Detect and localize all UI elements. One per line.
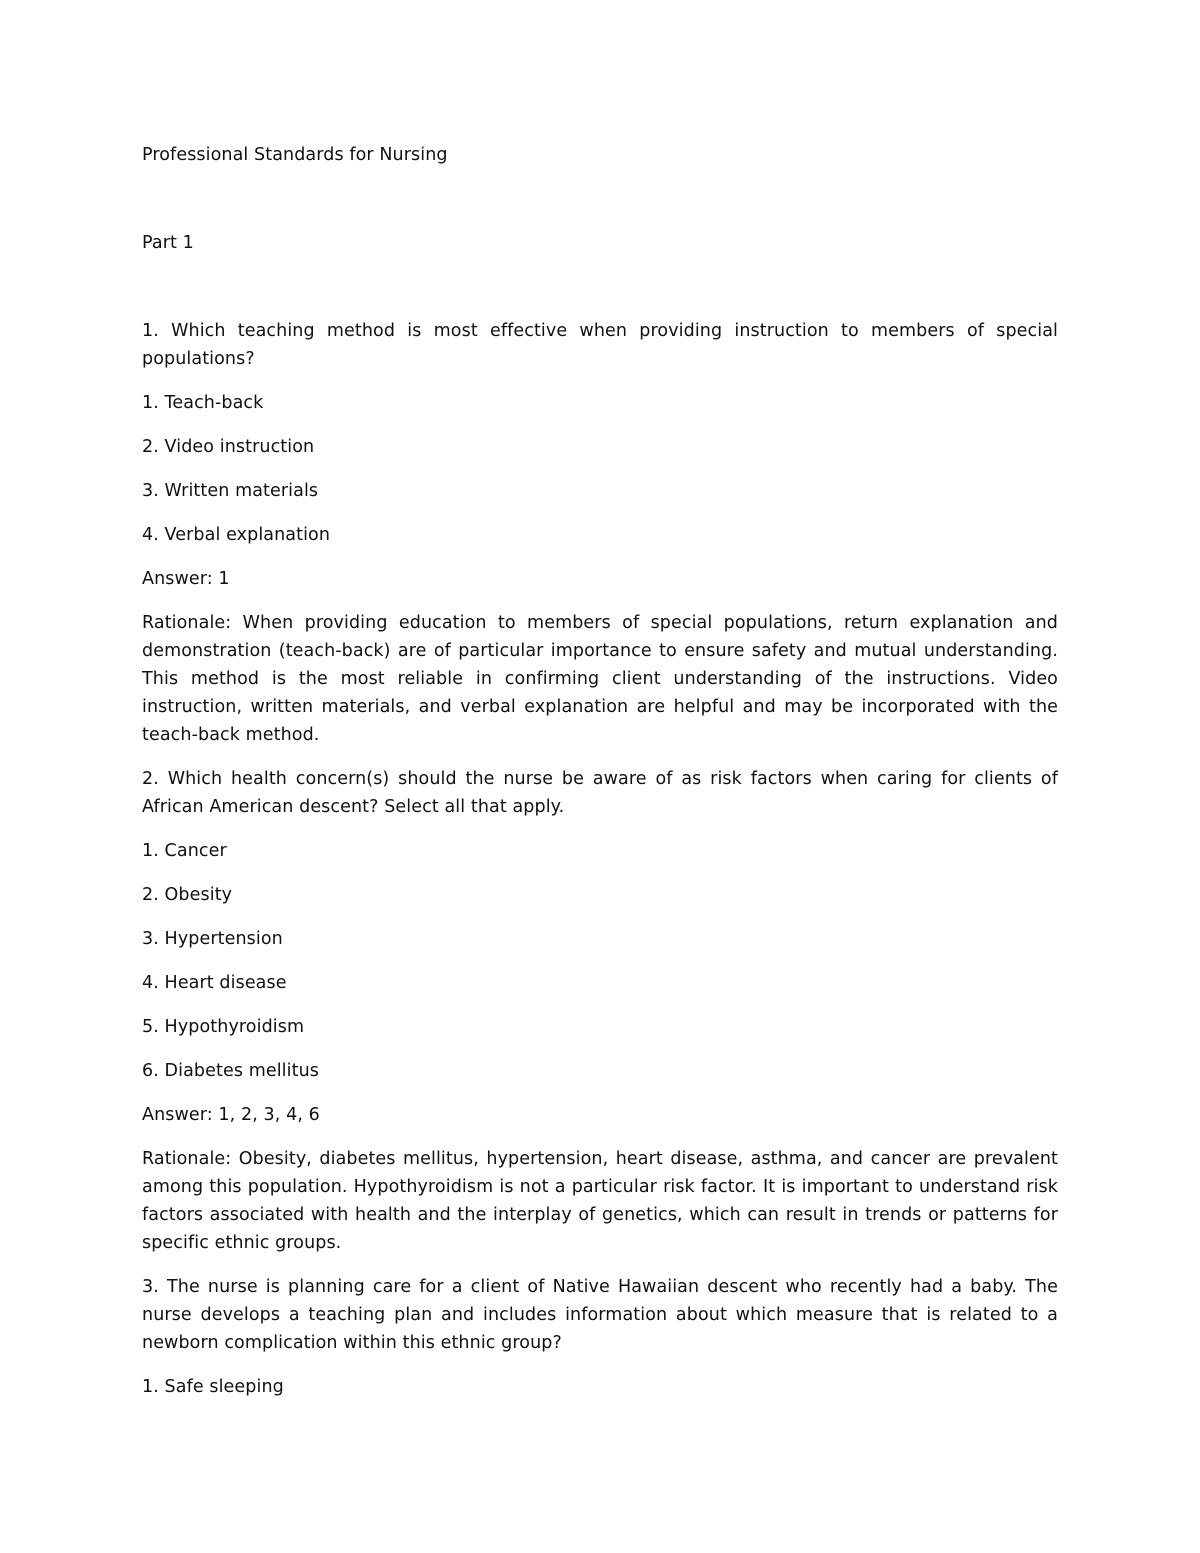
answer-option: 5. Hypothyroidism — [142, 1017, 305, 1037]
question-1 — [142, 317, 1058, 749]
answer-key: Answer: 1, 2, 3, 4, 6 — [142, 1105, 320, 1125]
part-heading: Part 1 — [142, 233, 194, 253]
answer-option: 1. Teach-back — [142, 393, 264, 413]
answer-key: Answer: 1 — [142, 569, 230, 589]
question-3 — [142, 1273, 1058, 1401]
document-title: Professional Standards for Nursing — [142, 145, 448, 165]
answer-option: 1. Cancer — [142, 841, 227, 861]
rationale-text: Rationale: Obesity, diabetes mellitus, hypertension, heart disease, asthma, and cancer are prevalent among this population. Hypothyroidism is not a particular risk factor. It is important to understand risk factors associated with health and the interplay of genetics, which can result in trends or patterns for specific ethnic groups. — [142, 1149, 1058, 1253]
rationale-text: Rationale: When providing education to members of special populations, return explanation and demonstration (teach-back) are of particular importance to ensure safety and mutual understanding. This method is the most reliable in confirming client understanding of the instructions. Video instruction, written materials, and verbal explanation are helpful and may be incorporated with the teach-back method. — [142, 613, 1058, 745]
answer-option: 4. Heart disease — [142, 973, 287, 993]
question-stem: 1. Which teaching method is most effective when providing instruction to members of special populations? — [142, 321, 1058, 369]
question-stem: 3. The nurse is planning care for a client of Native Hawaiian descent who recently had a baby. The nurse develops a teaching plan and includes information about which measure that is related to a newborn complication within this ethnic group? — [142, 1277, 1058, 1353]
answer-option: 4. Verbal explanation — [142, 525, 331, 545]
question-stem: 2. Which health concern(s) should the nurse be aware of as risk factors when caring for clients of African American descent? Select all that apply. — [142, 769, 1058, 817]
answer-option: 2. Obesity — [142, 885, 233, 905]
answer-option: 2. Video instruction — [142, 437, 315, 457]
answer-option: 3. Hypertension — [142, 929, 283, 949]
document-page — [142, 141, 1058, 1417]
question-2 — [142, 765, 1058, 1257]
answer-option: 6. Diabetes mellitus — [142, 1061, 319, 1081]
answer-option: 1. Safe sleeping — [142, 1377, 284, 1397]
answer-option: 3. Written materials — [142, 481, 319, 501]
